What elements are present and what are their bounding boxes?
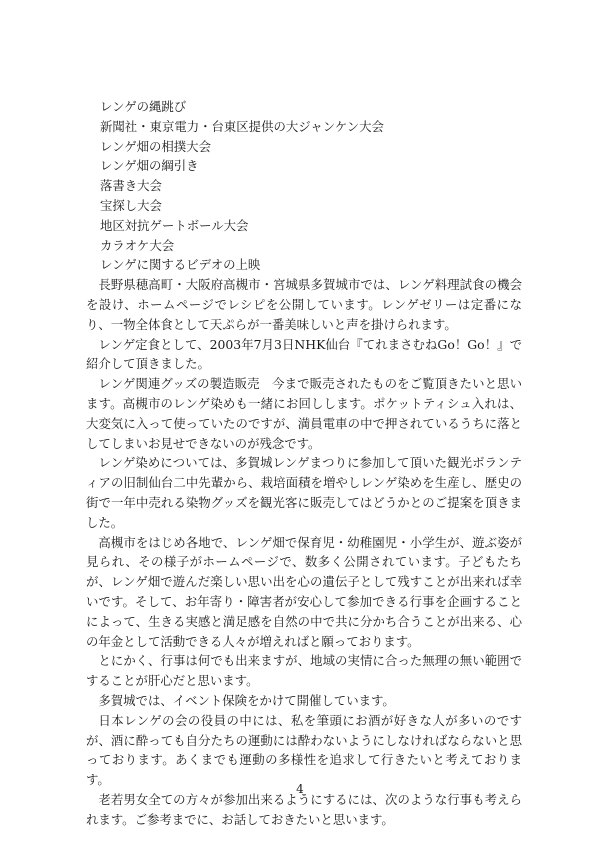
- event-list-item: 落書き大会: [100, 178, 162, 194]
- page-body: [86, 97, 522, 829]
- paragraph-dyeing: レンゲ染めについては、多賀城レンゲまつりに参加して頂いた観光ボランティアの旧制仙台二中先輩から、栽培面積を増やしレンゲ染めを生産し、歴史の街で一年中売れる染物グッズを観光客に販売してはどうかとのご提案を頂きました。: [86, 455, 522, 530]
- event-list-item: 宝探し大会: [100, 197, 162, 213]
- event-list-item: 新聞社・東京電力・台東区提供の大ジャンケン大会: [100, 118, 384, 134]
- event-list-item: 地区対抗ゲートボール大会: [100, 217, 249, 233]
- event-list-item: レンゲ畑の相撲大会: [100, 138, 211, 154]
- page-number: 4: [296, 782, 304, 796]
- event-list-item: レンゲ畑の綱引き: [100, 158, 199, 174]
- paragraph-children: 高槻市をはじめ各地で、レンゲ畑で保育児・幼稚園児・小学生が、遊ぶ姿が見られ、その様子がホームページで、数多く公開されています。子どもたちが、レンゲ畑で遊んだ楽しい思い出を心の遺伝子として残すことが出来れば幸いです。そして、お年寄り・障害者が安心して参加できる行事を企画することによって、生きる実感と満足感を自然の中で共に分かち合うことが出来る、心の年金として活動できる人々が増えればと願っております。: [86, 534, 522, 649]
- event-list-item: レンゲの縄跳び: [100, 99, 187, 114]
- event-list: [86, 97, 522, 275]
- event-list-item: カラオケ大会: [100, 237, 175, 253]
- paragraph-goods: レンゲ関連グッズの製造販売 今まで販売されたものをご覧頂きたいと思います。高槻市のレンゲ染めも一緒にお回しします。ポケットティシュ入れは、大変気に入って使っていたのですが、満員電車の中で押されているうちに落としてしまいお見せできないのが残念です。: [86, 376, 522, 451]
- paragraph-nhk: レンゲ定食として、2003年7月3日NHK仙台『てれまさむねGo！Go！』で紹介して頂きました。: [86, 336, 522, 372]
- paragraph-recipes: 長野県穂高町・大阪府高槻市・宮城県多賀城市では、レンゲ料理試食の機会を設け、ホームページでレシピを公開しています。レンゲゼリーは定番になり、一物全体食として天ぷらが一番美味しいと声を掛けられます。: [86, 277, 522, 332]
- paragraph-scope: とにかく、行事は何でも出来ますが、地域の実情に合った無理の無い範囲ですることが肝心だと思います。: [86, 653, 522, 689]
- paragraph-insurance: 多賀城では、イベント保険をかけて開催しています。: [98, 692, 395, 708]
- event-list-item: レンゲに関するビデオの上映: [100, 257, 261, 273]
- paragraph-officers: 日本レンゲの会の役員の中には、私を筆頭にお酒が好きな人が多いのですが、酒に酔っても自分たちの運動には酔わないようにしなければならないと思っております。あくまでも運動の多様性を追求して行きたいと考えております。: [86, 712, 522, 788]
- paragraph-proposal: 老若男女全ての方々が参加出来るようにするには、次のような行事も考えられます。ご参考までに、お話しておきたいと思います。: [86, 791, 522, 827]
